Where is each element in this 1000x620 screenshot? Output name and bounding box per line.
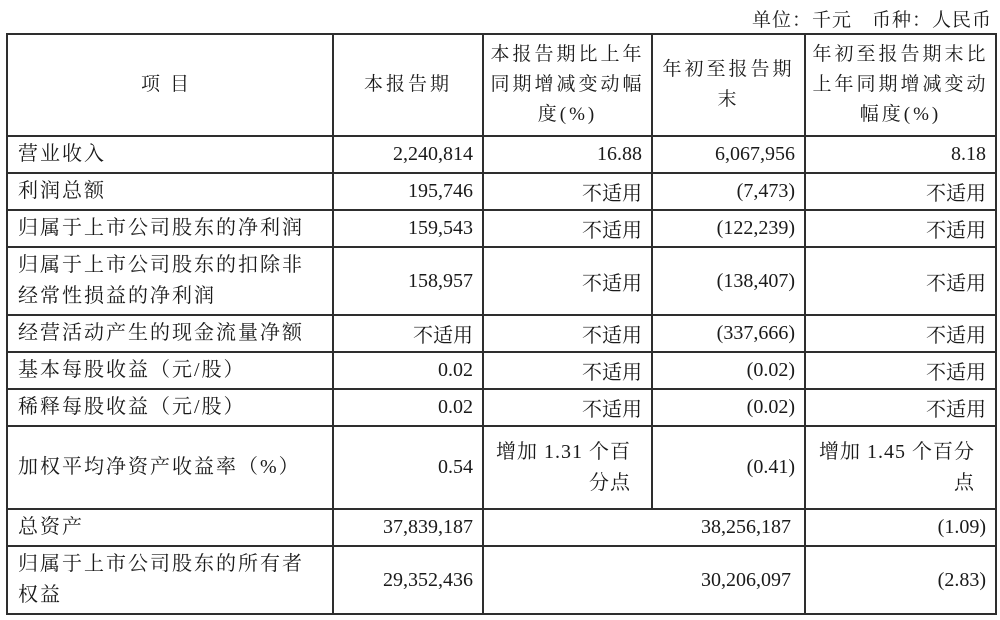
col-header-current-change: 本报告期比上年同期增减变动幅度(%) [483,34,652,136]
cell-ytd: (7,473) [652,173,805,210]
row-diluted-eps [7,389,996,426]
cell-current-period: 37,839,187 [333,509,483,546]
cell-item-label: 稀释每股收益（元/股） [7,389,333,426]
cell-item-label: 利润总额 [7,173,333,210]
row-net-profit-attributable [7,210,996,247]
cell-ytd-change: 不适用 [805,247,996,315]
unit-currency-note: 单位：千元 币种：人民币 [751,10,992,31]
row-basic-eps [7,352,996,389]
cell-ytd: 6,067,956 [652,136,805,173]
cell-ytd-merged: 30,206,097 [483,546,805,614]
cell-current-period: 159,543 [333,210,483,247]
cell-item-label: 归属于上市公司股东的所有者权益 [7,546,333,614]
cell-ytd-change: 不适用 [805,352,996,389]
cell-ytd: (0.02) [652,352,805,389]
cell-item-label: 归属于上市公司股东的扣除非经常性损益的净利润 [7,247,333,315]
cell-current-change: 不适用 [483,389,652,426]
row-owners-equity [7,546,996,614]
row-net-profit-deducted-nonrecurring [7,247,996,315]
header-row [7,34,996,136]
row-total-assets [7,509,996,546]
cell-ytd-change: 不适用 [805,315,996,352]
cell-ytd-change: 不适用 [805,210,996,247]
cell-ytd-change: 不适用 [805,389,996,426]
cell-item-label: 基本每股收益（元/股） [7,352,333,389]
cell-current-period: 0.54 [333,426,483,509]
row-weighted-average-roe [7,426,996,509]
financial-summary-table [6,33,997,615]
col-header-item: 项目 [7,34,333,136]
cell-current-change: 16.88 [483,136,652,173]
financial-report-page [6,5,994,615]
cell-current-period: 2,240,814 [333,136,483,173]
cell-ytd-change: (1.09) [805,509,996,546]
cell-ytd: (337,666) [652,315,805,352]
cell-item-label: 营业收入 [7,136,333,173]
cell-item-label: 经营活动产生的现金流量净额 [7,315,333,352]
cell-item-label: 归属于上市公司股东的净利润 [7,210,333,247]
cell-ytd-change: 增加 1.45 个百分点 [805,426,996,509]
cell-ytd-change: 不适用 [805,173,996,210]
cell-current-period: 195,746 [333,173,483,210]
cell-current-change: 不适用 [483,247,652,315]
cell-item-label: 加权平均净资产收益率（%） [7,426,333,509]
col-header-current-period: 本报告期 [333,34,483,136]
cell-current-period: 29,352,436 [333,546,483,614]
cell-current-change: 不适用 [483,315,652,352]
col-header-ytd-change: 年初至报告期末比上年同期增减变动幅度(%) [805,34,996,136]
cell-ytd: (122,239) [652,210,805,247]
cell-item-label: 总资产 [7,509,333,546]
cell-current-change: 增加 1.31 个百分点 [483,426,652,509]
cell-ytd: (0.02) [652,389,805,426]
cell-current-period: 158,957 [333,247,483,315]
cell-ytd: (0.41) [652,426,805,509]
col-header-ytd: 年初至报告期末 [652,34,805,136]
cell-current-change: 不适用 [483,352,652,389]
row-operating-cash-flow [7,315,996,352]
cell-ytd-merged: 38,256,187 [483,509,805,546]
cell-ytd-change: (2.83) [805,546,996,614]
cell-ytd-change: 8.18 [805,136,996,173]
cell-current-period: 0.02 [333,389,483,426]
cell-current-period: 不适用 [333,315,483,352]
row-total-profit [7,173,996,210]
row-operating-revenue [7,136,996,173]
cell-ytd: (138,407) [652,247,805,315]
cell-current-period: 0.02 [333,352,483,389]
cell-current-change: 不适用 [483,173,652,210]
cell-current-change: 不适用 [483,210,652,247]
